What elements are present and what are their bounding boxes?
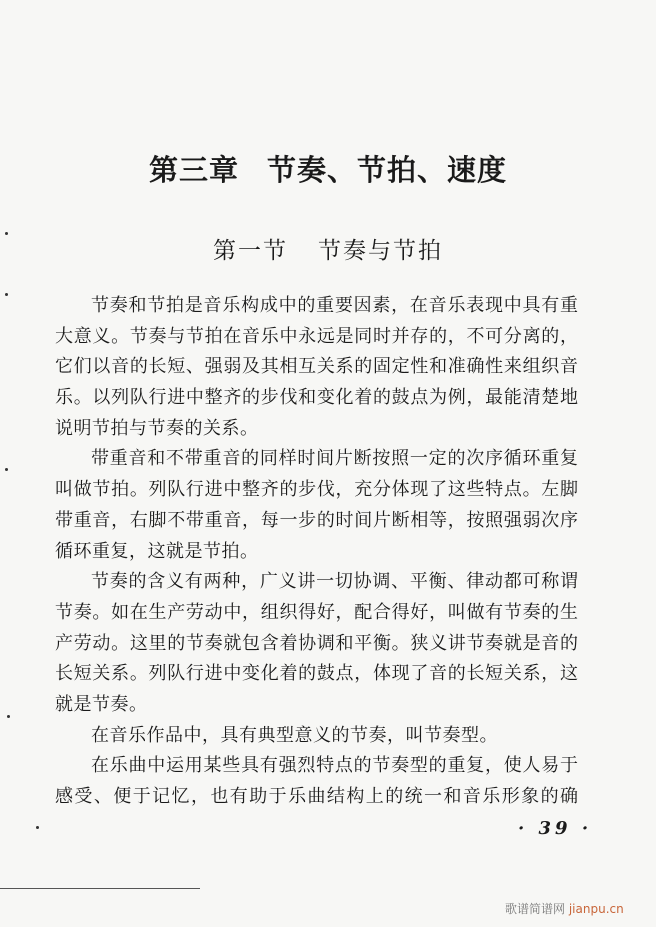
watermark <box>505 900 624 917</box>
scan-mark <box>5 232 8 235</box>
text-line: 循环重复，这就是节拍。 <box>55 540 259 562</box>
text-line: 带重音，右脚不带重音，每一步的时间片断相等，按照强弱次序 <box>55 509 578 531</box>
section-name: 节奏与节拍 <box>318 238 443 264</box>
text-line: 大意义。节奏与节拍在音乐中永远是同时并存的，不可分离的， <box>55 325 578 347</box>
scan-mark <box>5 468 8 471</box>
chapter-number: 第三章 <box>148 153 239 187</box>
footer-rule <box>0 888 200 889</box>
text-line: 节奏的含义有两种，广义讲一切协调、平衡、律动都可称谓 <box>91 571 578 593</box>
text-line: 乐。以列队行进中整齐的步伐和变化着的鼓点为例，最能清楚地 <box>55 387 578 409</box>
body-text <box>55 291 578 813</box>
paragraph <box>55 567 578 720</box>
text-line: 节奏。如在生产劳动中，组织得好，配合得好，叫做有节奏的生 <box>55 601 578 623</box>
scan-mark <box>36 826 39 829</box>
paragraph <box>55 291 578 444</box>
section-title <box>0 232 656 265</box>
text-line: 在音乐作品中，具有典型意义的节奏，叫节奏型。 <box>91 724 498 746</box>
chapter-title <box>0 148 656 189</box>
paragraph <box>55 751 578 812</box>
scan-mark <box>7 715 10 718</box>
text-line: 长短关系。列队行进中变化着的鼓点，体现了音的长短关系，这 <box>55 663 578 685</box>
text-line: 说明节拍与节奏的关系。 <box>55 417 259 439</box>
chapter-name: 节奏、节拍、速度 <box>267 153 508 187</box>
text-line: 它们以音的长短、强弱及其相互关系的固定性和准确性来组织音 <box>55 356 578 378</box>
scan-mark <box>5 293 8 296</box>
watermark-url: jianpu.cn <box>568 902 624 916</box>
text-line: 节奏和节拍是音乐构成中的重要因素，在音乐表现中具有重 <box>91 295 578 316</box>
section-number: 第一节 <box>213 238 288 264</box>
text-line: 感受、便于记忆，也有助于乐曲结构上的统一和音乐形象的确 <box>55 786 578 807</box>
paragraph <box>55 444 578 567</box>
text-line: 叫做节拍。列队行进中整齐的步伐，充分体现了这些特点。左脚 <box>55 479 578 501</box>
paragraph <box>55 721 578 752</box>
watermark-site: 歌谱简谱网 <box>505 902 566 916</box>
text-line: 就是节奏。 <box>55 693 148 715</box>
page-number: · 39 · <box>518 818 593 839</box>
text-line: 在乐曲中运用某些具有强烈特点的节奏型的重复，使人易于 <box>91 755 578 777</box>
text-line: 产劳动。这里的节奏就包含着协调和平衡。狭义讲节奏就是音的 <box>55 632 578 654</box>
text-line: 带重音和不带重音的同样时间片断按照一定的次序循环重复 <box>91 448 578 470</box>
